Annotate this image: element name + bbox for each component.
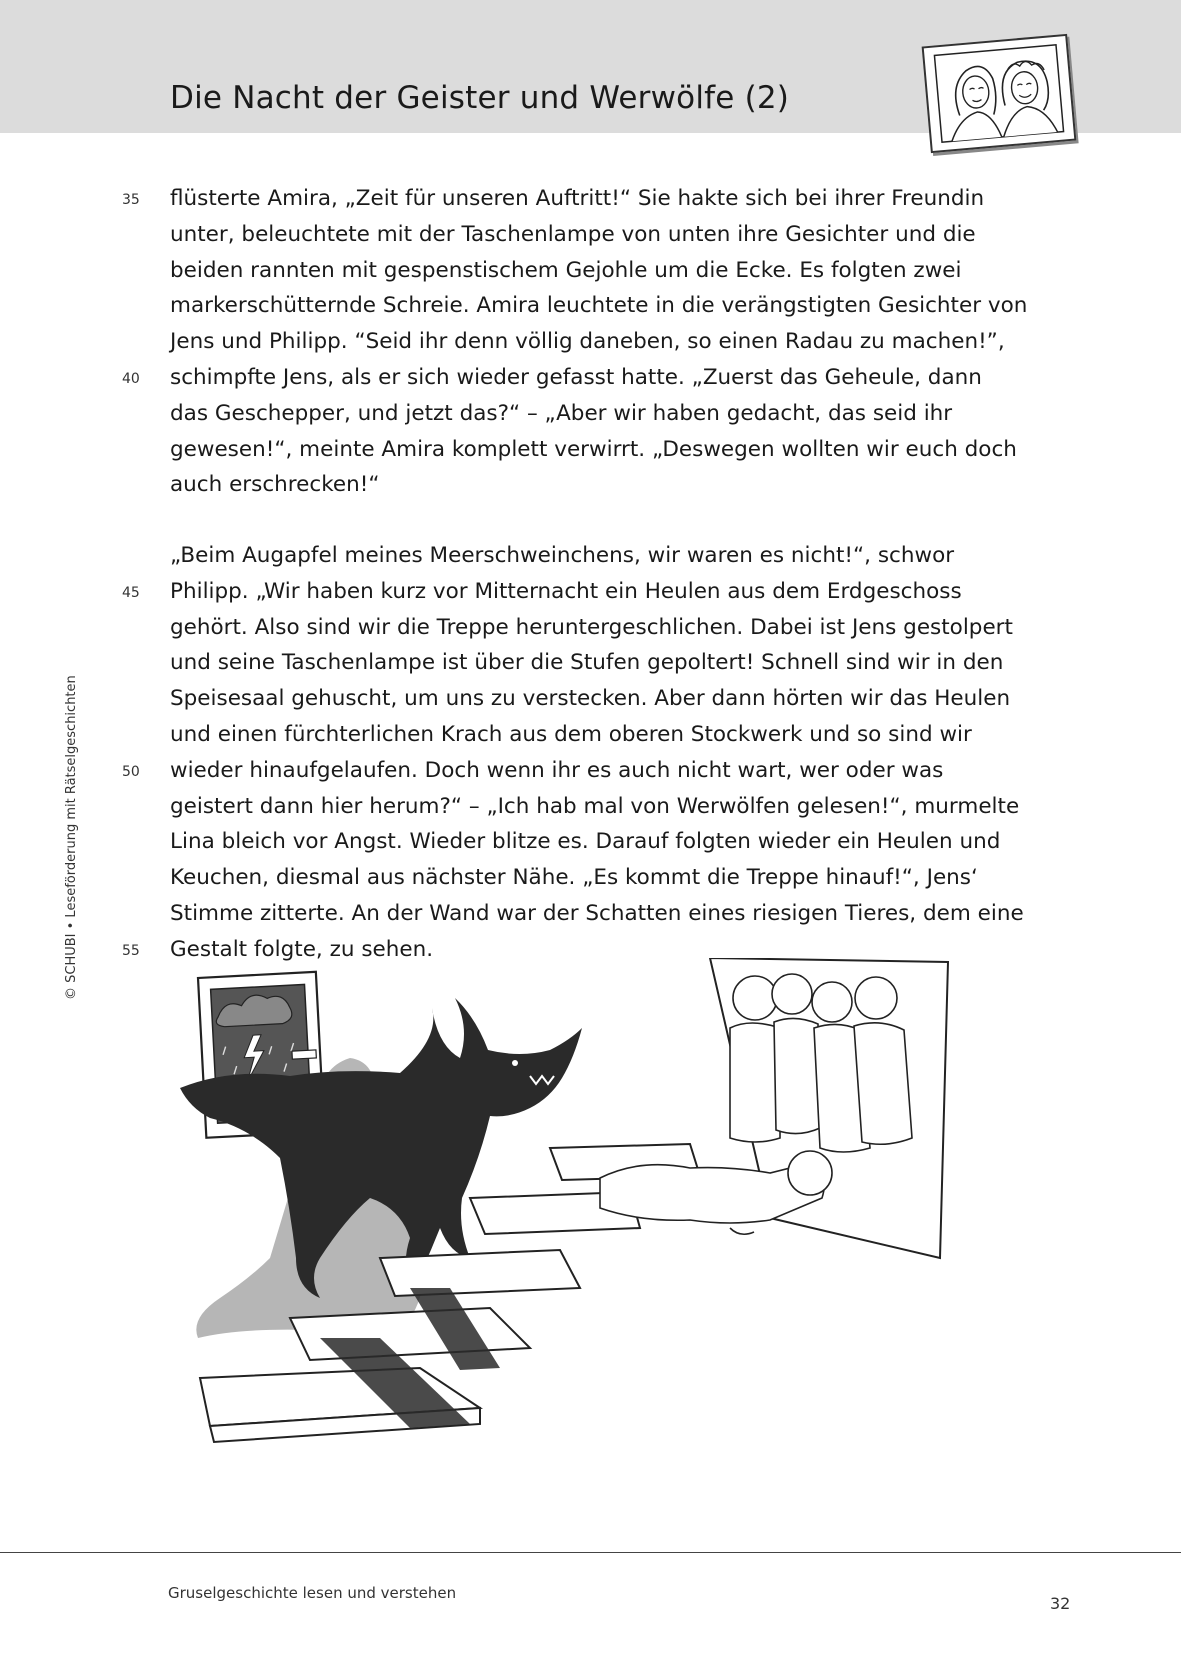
story-line — [170, 396, 1030, 432]
page-number: 32 — [1050, 1594, 1071, 1613]
footer-rule — [0, 1552, 1181, 1553]
line-text: Jens und Philipp. “Seid ihr denn völlig daneben, so einen Radau zu machen!”, — [170, 329, 1005, 355]
line-number: 45 — [122, 584, 140, 601]
line-text: Keuchen, diesmal aus nächster Nähe. „Es kommt die Treppe hinauf!“, Jens‘ — [170, 865, 978, 891]
line-text: und einen fürchterlichen Krach aus dem oberen Stockwerk und so sind wir — [170, 721, 972, 747]
story-line — [122, 360, 1030, 396]
line-text: Speisesaal gehuscht, um uns zu verstecken. Aber dann hörten wir das Heulen — [170, 686, 1011, 712]
line-text: und seine Taschenlampe ist über die Stufen gepoltert! Schnell sind wir in den — [170, 650, 1004, 676]
story-line — [170, 824, 1030, 860]
story-line — [170, 324, 1030, 360]
line-text: gehört. Also sind wir die Treppe heruntergeschlichen. Dabei ist Jens gestolpert — [170, 614, 1013, 640]
footer-caption: Gruselgeschichte lesen und verstehen — [168, 1584, 457, 1602]
werewolf-shadow-illustration — [170, 958, 1020, 1498]
story-line — [170, 288, 1030, 324]
story-line — [170, 860, 1030, 896]
line-text: Lina bleich vor Angst. Wieder blitze es. Darauf folgten wieder ein Heulen und — [170, 829, 1001, 855]
line-number: 40 — [122, 370, 140, 387]
line-text: schimpfte Jens, als er sich wieder gefasst hatte. „Zuerst das Geheule, dann — [170, 364, 982, 390]
line-text: markerschütternde Schreie. Amira leuchtete in die verängstigten Gesichter von — [170, 293, 1028, 319]
two-girls-photo — [922, 34, 1077, 153]
line-text: beiden rannten mit gespenstischem Gejohle um die Ecke. Es folgten zwei — [170, 257, 962, 283]
line-number: 35 — [122, 192, 140, 208]
line-text: Philipp. „Wir haben kurz vor Mitternacht ein Heulen aus dem Erdgeschoss — [170, 578, 962, 604]
copyright-credit: © SCHUBI • Leseförderung mit Rätselgeschichten — [64, 675, 79, 1000]
line-number: 55 — [122, 942, 140, 959]
story-line — [170, 610, 1030, 646]
line-text: wieder hinaufgelaufen. Doch wenn ihr es auch nicht wart, wer oder was — [170, 757, 944, 783]
line-text: geistert dann hier herum?“ – „Ich hab mal von Werwölfen gelesen!“, murmelte — [170, 793, 1020, 819]
story-line — [122, 181, 1030, 217]
story-paragraph-2 — [122, 538, 1030, 968]
line-text: gewesen!“, meinte Amira komplett verwirrt. „Deswegen wollten wir euch doch — [170, 436, 1017, 462]
story-line — [170, 717, 1030, 753]
line-text: „Beim Augapfel meines Meerschweinchens, wir waren es nicht!“, schwor — [170, 543, 955, 568]
line-text: das Geschepper, und jetzt das?“ – „Aber wir haben gedacht, das seid ihr — [170, 400, 953, 426]
story-line — [122, 574, 1030, 610]
story-line — [122, 753, 1030, 789]
page-title: Die Nacht der Geister und Werwölfe (2) — [170, 80, 790, 116]
story-line — [170, 645, 1030, 681]
line-text: Gestalt folgte, zu sehen. — [170, 936, 434, 962]
story-line — [170, 681, 1030, 717]
line-text: unter, beleuchtete mit der Taschenlampe von unten ihre Gesichter und die — [170, 221, 976, 247]
story-line — [170, 217, 1030, 253]
story-line — [170, 467, 1030, 503]
story-line — [170, 896, 1030, 932]
story-paragraph-1 — [122, 181, 1030, 503]
story-line — [170, 538, 1030, 574]
line-text: auch erschrecken!“ — [170, 472, 380, 498]
story-line — [170, 253, 1030, 289]
line-number: 50 — [122, 763, 140, 780]
story-line — [170, 789, 1030, 825]
line-text: Stimme zitterte. An der Wand war der Schatten eines riesigen Tieres, dem eine — [170, 900, 1024, 926]
story-line — [170, 432, 1030, 468]
line-text: flüsterte Amira, „Zeit für unseren Auftritt!“ Sie hakte sich bei ihrer Freundin — [170, 186, 985, 211]
